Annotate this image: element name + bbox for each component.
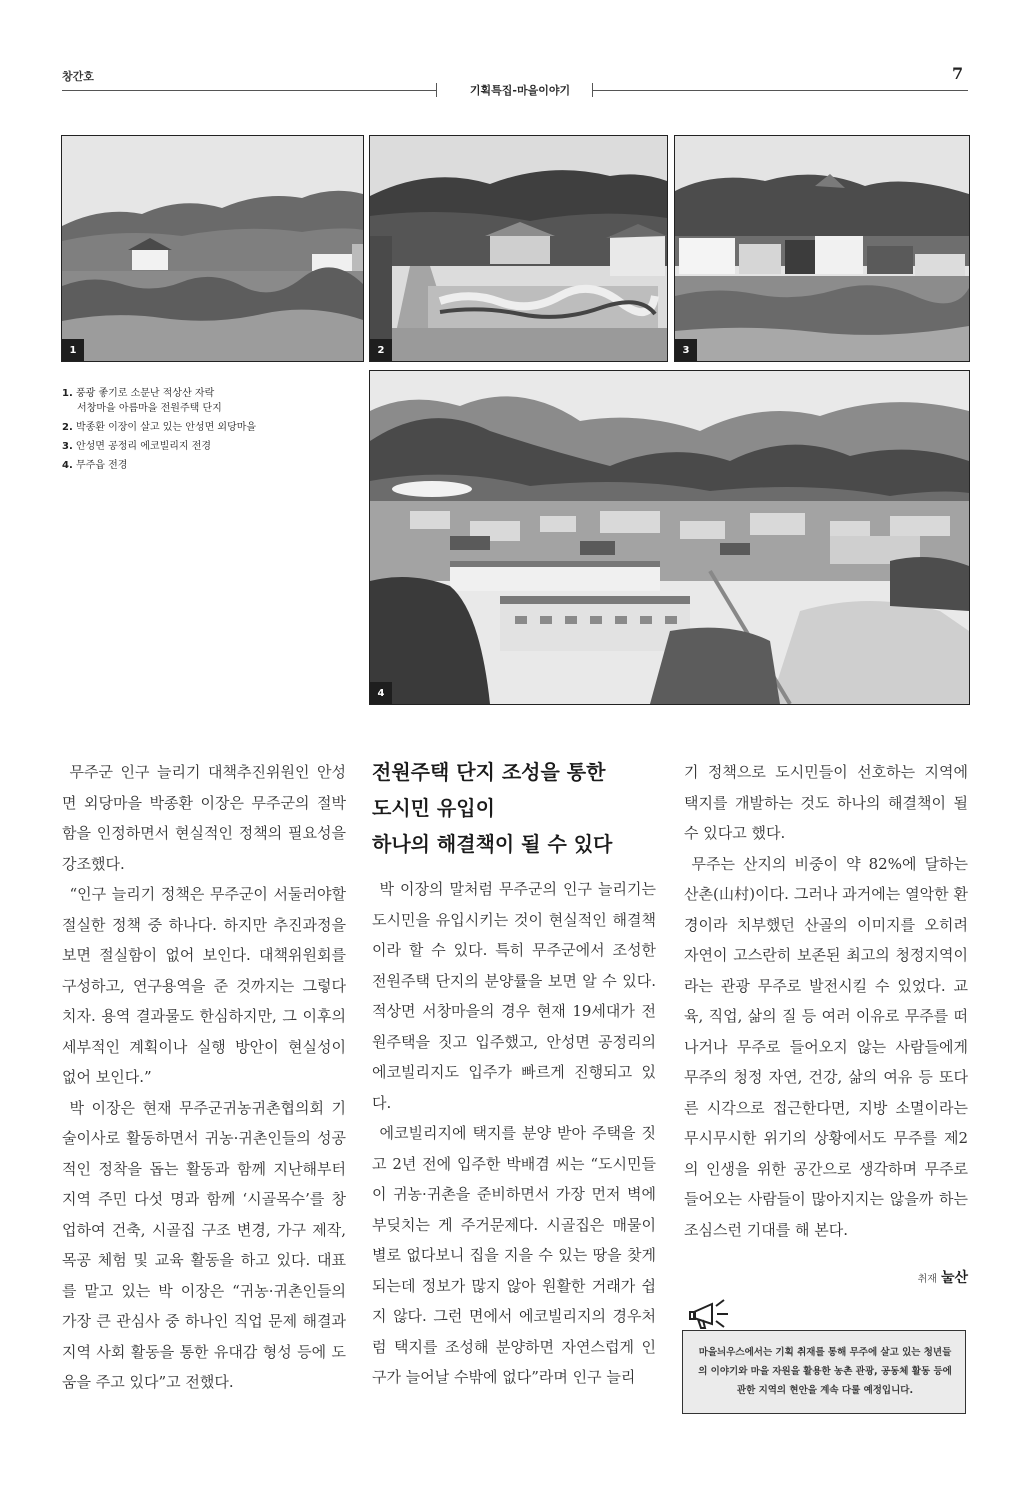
photo-1-seochang-village xyxy=(61,135,364,362)
article-column-1 xyxy=(62,757,346,1398)
photo-badge-4: 4 xyxy=(370,682,392,704)
photo-3-gongjeong-ecovillage xyxy=(674,135,970,362)
photo-badge-1: 1 xyxy=(62,339,84,361)
megaphone-icon xyxy=(688,1298,734,1330)
article-column-2 xyxy=(372,874,656,1393)
col1-paragraph-3: 박 이장은 현재 무주군귀농귀촌협의회 기술이사로 활동하면서 귀농·귀촌인들의 성공적인 정착을 돕는 활동과 함께 지난해부터 지역 주민 다섯 명과 함께 ‘시골목수’를 창업하여 건축, 시골집 구조 변경, 가구 제작, 목공 체험 및 교육 활동을 하고 있다. 대표를 맡고 있는 박 이장은 “귀농·귀촌인들의 가장 큰 관심사 중 하나인 직업 문제 해결과 지역 사회 활동을 통한 유대감 형성 등에 도움을 주고 있다”고 전했다. xyxy=(62,1098,346,1391)
notice-text: 마을늬우스에서는 기획 취재를 통해 무주에 살고 있는 청년들의 이야기와 마을 자원을 활용한 농촌 관광, 공동체 활동 등에 관한 지역의 현안을 계속 다룰 예정입니다. xyxy=(698,1347,952,1396)
article-column-3 xyxy=(684,757,968,1245)
notice-box xyxy=(682,1330,966,1414)
section-title: 기획특집-마을이야기 xyxy=(469,84,571,97)
subheading-line-1: 전원주택 단지 조성을 통한 xyxy=(372,760,606,784)
col3-paragraph-2: 무주는 산지의 비중이 약 82%에 달하는 산촌(山村)이다. 그러나 과거에는 열악한 환경이라 치부했던 산골의 이미지를 오히려 자연이 고스란히 보존된 최고의 청정지역이라는 관광 무주로 발전시킬 수 있었다. 교육, 직업, 삶의 질 등 여러 이유로 무주를 떠나거나 무주로 들어오지 않는 사람들에게 무주의 청정 자연, 건강, 삶의 여유 등 또다른 시각으로 접근한다면, 지방 소멸이라는 무시무시한 위기의 상황에서도 무주를 제2의 인생을 위한 공간으로 생각하며 무주로 들어오는 사람들이 많아지지는 않을까 하는 조심스런 기대를 해 본다. xyxy=(684,854,968,1239)
byline-name: 눌산 xyxy=(940,1270,968,1286)
header-tick-left xyxy=(436,83,437,97)
subheading-line-2: 도시민 유입이 xyxy=(372,796,495,820)
photo-captions xyxy=(62,386,362,477)
caption-2 xyxy=(62,420,362,435)
photo-badge-3: 3 xyxy=(675,339,697,361)
caption-1-line1: 풍광 좋기로 소문난 적상산 자락 xyxy=(75,388,215,399)
header-rule-right xyxy=(592,90,968,91)
caption-2-number: 2. xyxy=(62,422,73,433)
col3-paragraph-1: 기 정책으로 도시민들이 선호하는 지역에 택지를 개발하는 것도 하나의 해결책이 될 수 있다고 했다. xyxy=(684,763,968,842)
caption-2-line1: 박종환 이장이 살고 있는 안성면 외당마을 xyxy=(75,422,257,433)
caption-3 xyxy=(62,439,362,454)
caption-1 xyxy=(62,386,362,416)
photo-4-muju-town xyxy=(369,370,970,705)
caption-1-number: 1. xyxy=(62,388,73,399)
caption-3-number: 3. xyxy=(62,441,73,452)
col2-paragraph-2: 에코빌리지에 택지를 분양 받아 주택을 짓고 2년 전에 입주한 박배겸 씨는 “도시민들이 귀농·귀촌을 준비하면서 가장 먼저 벽에 부딪치는 게 주거문제다. 시골집은 매물이 별로 없다보니 집을 지을 수 있는 땅을 찾게 되는데 정보가 많지 않아 원활한 거래가 쉽지 않다. 그런 면에서 에코빌리지의 경우처럼 택지를 조성해 분양하면 자연스럽게 인구가 늘어날 수밖에 없다”라며 인구 늘리 xyxy=(372,1124,656,1386)
caption-3-line1: 안성면 공정리 에코빌리지 전경 xyxy=(75,441,212,452)
issue-label: 창간호 xyxy=(62,70,94,83)
article-subheading xyxy=(372,754,662,862)
col1-paragraph-2: “인구 늘리기 정책은 무주군이 서둘러야할 절실한 정책 중 하나다. 하지만 추진과정을 보면 절실함이 없어 보인다. 대책위원회를 구성하고, 연구용역을 준 것까지는 그렇다 치자. 용역 결과물도 한심하지만, 그 이후의 세부적인 계획이나 실행 방안이 현실성이 없어 보인다.” xyxy=(62,885,346,1086)
byline-label: 취재 xyxy=(917,1274,937,1285)
caption-4 xyxy=(62,458,362,473)
byline xyxy=(880,1267,968,1287)
photo-badge-2: 2 xyxy=(370,339,392,361)
page-number: 7 xyxy=(952,64,964,83)
col1-paragraph-1: 무주군 인구 늘리기 대책추진위원인 안성면 외당마을 박종환 이장은 무주군의 절박함을 인정하면서 현실적인 정책의 필요성을 강조했다. xyxy=(62,763,346,873)
photo-2-oedang-village xyxy=(369,135,668,362)
caption-1-line2: 서창마을 아름마을 전원주택 단지 xyxy=(77,403,222,414)
header-rule-left xyxy=(62,90,436,91)
col2-paragraph-1: 박 이장의 말처럼 무주군의 인구 늘리기는 도시민을 유입시키는 것이 현실적인 해결책이라 할 수 있다. 특히 무주군에서 조성한 전원주택 단지의 분양률을 보면 알 수 있다. 적상면 서창마을의 경우 현재 19세대가 전원주택을 짓고 입주했고, 안성면 공정리의 에코빌리지도 입주가 빠르게 진행되고 있다. xyxy=(372,880,656,1112)
subheading-line-3: 하나의 해결책이 될 수 있다 xyxy=(372,832,613,856)
caption-4-line1: 무주읍 전경 xyxy=(75,460,128,471)
caption-4-number: 4. xyxy=(62,460,73,471)
